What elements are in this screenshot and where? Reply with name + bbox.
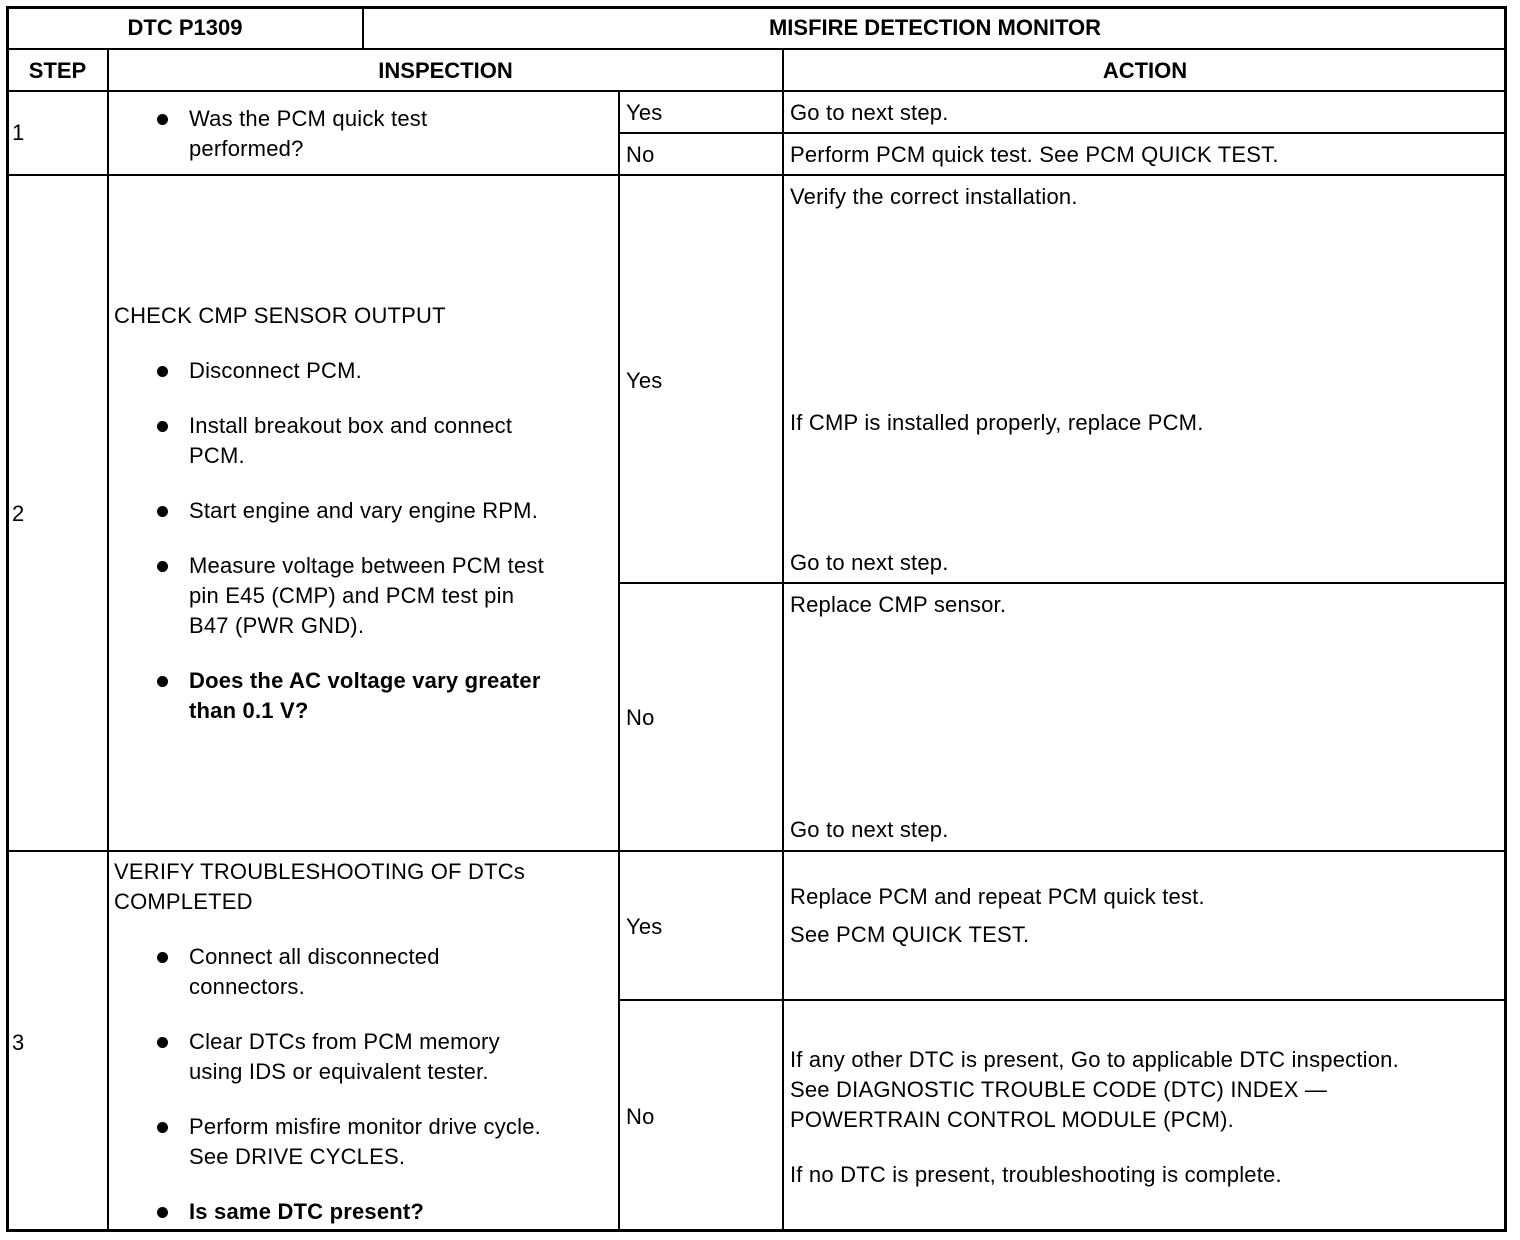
rule-step1-bottom	[8, 174, 1506, 176]
monitor-title: MISFIRE DETECTION MONITOR	[768, 15, 1102, 40]
step2-inspection-line: Install breakout box and connect	[189, 413, 513, 438]
bullet-icon	[157, 1122, 168, 1133]
step1-no-label: No	[626, 142, 655, 167]
step2-inspection-line: PCM.	[189, 443, 245, 468]
bullet-icon	[157, 1037, 168, 1048]
step2-inspection-line: Start engine and vary engine RPM.	[189, 498, 539, 523]
step3-inspection-line: using IDS or equivalent tester.	[189, 1059, 489, 1084]
rule-header-bottom	[8, 48, 1506, 50]
step3-inspection-line: Clear DTCs from PCM memory	[189, 1029, 500, 1054]
step-number-2: 2	[12, 501, 25, 526]
column-header-action: ACTION	[1102, 58, 1188, 83]
bullet-icon	[157, 421, 168, 432]
step3-inspection-line: Connect all disconnected	[189, 944, 440, 969]
step3-inspection-line: connectors.	[189, 974, 305, 999]
bullet-icon	[157, 676, 168, 687]
step3-no-label: No	[626, 1104, 655, 1129]
step2-question-line: Does the AC voltage vary greater	[189, 668, 541, 693]
bullet-icon	[157, 1207, 168, 1218]
rule-answer-col	[618, 90, 620, 1232]
step1-inspection-line: Was the PCM quick test	[189, 106, 428, 131]
step3-inspection-line: See DRIVE CYCLES.	[189, 1144, 406, 1169]
step2-no-label: No	[626, 705, 655, 730]
rule-step2-bottom	[8, 850, 1506, 852]
step3-no-action-line: If any other DTC is present, Go to applicable DTC inspection.	[790, 1047, 1399, 1072]
step2-no-action-next: Go to next step.	[790, 817, 949, 842]
step3-yes-label: Yes	[626, 914, 663, 939]
bullet-icon	[157, 506, 168, 517]
step1-yes-action: Go to next step.	[790, 100, 949, 125]
bullet-icon	[157, 561, 168, 572]
rule-step-col	[107, 48, 109, 1232]
step2-yes-action-verify: Verify the correct installation.	[790, 184, 1078, 209]
bullet-icon	[157, 114, 168, 125]
step2-question-line: than 0.1 V?	[189, 698, 309, 723]
step-number-1: 1	[12, 120, 25, 145]
step1-yes-label: Yes	[626, 100, 663, 125]
step3-no-action-line: POWERTRAIN CONTROL MODULE (PCM).	[790, 1107, 1234, 1132]
step-number-3: 3	[12, 1030, 25, 1055]
bullet-icon	[157, 366, 168, 377]
step2-inspection-line: Measure voltage between PCM test	[189, 553, 544, 578]
step2-title: CHECK CMP SENSOR OUTPUT	[114, 303, 446, 328]
step3-title-line: VERIFY TROUBLESHOOTING OF DTCs	[114, 859, 526, 884]
step2-no-action-replace: Replace CMP sensor.	[790, 592, 1007, 617]
step2-inspection-line: B47 (PWR GND).	[189, 613, 365, 638]
step2-inspection-line: pin E45 (CMP) and PCM test pin	[189, 583, 515, 608]
step3-title-line: COMPLETED	[114, 889, 253, 914]
step3-yes-action-replace: Replace PCM and repeat PCM quick test.	[790, 884, 1205, 909]
step3-no-action-line: See DIAGNOSTIC TROUBLE CODE (DTC) INDEX —	[790, 1077, 1328, 1102]
step1-no-action: Perform PCM quick test. See PCM QUICK TEST.	[790, 142, 1279, 167]
step3-yes-action-see: See PCM QUICK TEST.	[790, 922, 1030, 947]
rule-step2-mid	[619, 582, 1506, 584]
step2-yes-action-next: Go to next step.	[790, 550, 949, 575]
step2-inspection-line: Disconnect PCM.	[189, 358, 362, 383]
rule-action-col	[782, 90, 784, 1232]
step3-inspection-line: Perform misfire monitor drive cycle.	[189, 1114, 541, 1139]
column-header-step: STEP	[28, 58, 87, 83]
step3-no-action-line: If no DTC is present, troubleshooting is complete.	[790, 1162, 1282, 1187]
rule-step3-mid	[619, 999, 1506, 1001]
column-header-inspection: INSPECTION	[378, 58, 513, 83]
rule-colheader-bottom	[8, 90, 1506, 92]
step1-inspection-line: performed?	[189, 136, 304, 161]
dtc-code: DTC P1309	[127, 15, 243, 40]
step2-yes-action-replace: If CMP is installed properly, replace PCM.	[790, 410, 1204, 435]
step3-question-line: Is same DTC present?	[189, 1199, 425, 1224]
bullet-icon	[157, 952, 168, 963]
step2-yes-label: Yes	[626, 368, 663, 393]
rule-step1-mid	[619, 132, 1506, 134]
